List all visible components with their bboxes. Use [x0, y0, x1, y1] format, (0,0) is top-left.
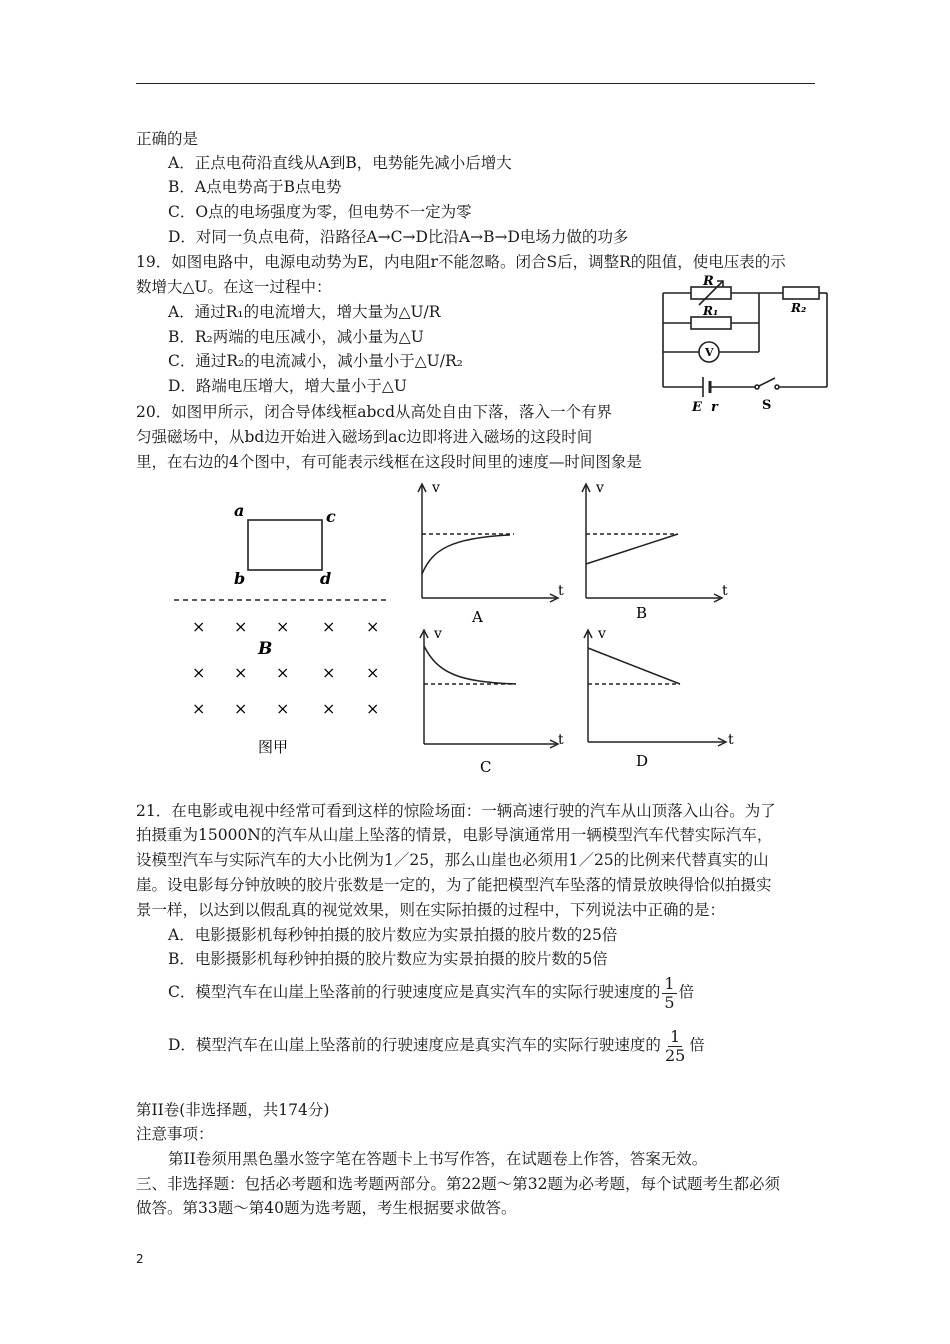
corner-a: a: [234, 501, 245, 520]
circuit-label-v: V: [705, 346, 714, 359]
field-cross-mark: ×: [276, 699, 290, 718]
q20-stem-line2: 匀强磁场中，从bd边开始进入磁场到ac边即将进入磁场的这段时间: [136, 428, 593, 446]
q19-stem-line2: 数增大△U。在这一过程中：: [136, 278, 332, 296]
q19-option-c: C．通过R₂的电流减小，减小量小于△U/R₂: [168, 352, 463, 370]
q19-option-a: A．通过R₁的电流增大，增大量为△U/R: [168, 303, 441, 321]
q18-option-c: C．O点的电场强度为零，但电势不一定为零: [168, 203, 472, 221]
q21-stem-line1: 21．在电影或电视中经常可看到这样的惊险场面：一辆高速行驶的汽车从山顶落入山谷。为了: [136, 802, 776, 820]
q20-stem-line3: 里，在右边的4个图中，有可能表示线框在这段时间里的速度—时间图象是: [136, 453, 642, 471]
graph-c-axis-t: t: [558, 732, 564, 748]
header-rule: [136, 83, 815, 84]
circuit-label-r1: R₁: [703, 304, 719, 318]
fraction-denominator: 25: [664, 1045, 686, 1065]
circuit-label-r-internal: r: [711, 400, 718, 415]
vt-graph-d: [574, 624, 744, 774]
circuit-label-s: S: [762, 398, 772, 413]
q19-stem-line1: 19．如图电路中，电源电动势为E，内电阻r不能忽略。闭合S后，调整R的阻值，使电压表的示: [136, 253, 786, 271]
q21-option-d: [168, 1025, 705, 1065]
circuit-label-r2: R₂: [791, 301, 807, 315]
fraction-numerator: 1: [670, 1026, 681, 1046]
field-cross-mark: ×: [192, 699, 206, 718]
notice-text: 第II卷须用黑色墨水签字笔在答题卡上书写作答，在试题卷上作答，答案无效。: [168, 1150, 708, 1168]
field-label-b: B: [258, 639, 273, 659]
q21-option-c: [168, 972, 694, 1012]
q19-option-d: D．路端电压增大，增大量小于△U: [168, 377, 407, 395]
q21-stem-line3: 设模型汽车与实际汽车的大小比例为1／25，那么山崖也必须用1／25的比例来代替真实的山: [136, 851, 769, 869]
field-cross-mark: ×: [322, 617, 336, 636]
corner-c: c: [326, 507, 336, 526]
part2-title: 第II卷(非选择题，共174分): [136, 1101, 330, 1119]
graph-a-axis-v: v: [432, 480, 440, 496]
q18-option-a: A．正点电荷沿直线从A到B，电势能先减小后增大: [168, 154, 512, 172]
vt-graph-a: [410, 478, 570, 628]
q21-stem-line2: 拍摄重为15000N的汽车从山崖上坠落的情景，电影导演通常用一辆模型汽车代替实际汽车，: [136, 826, 773, 844]
graph-d-label: D: [636, 752, 649, 770]
graph-b-axis-v: v: [596, 480, 604, 496]
q21-stem-line4: 崖。设电影每分钟放映的胶片张数是一定的，为了能把模型汽车坠落的情景放映得恰似拍摄实: [136, 876, 772, 894]
fraction-denominator: 5: [664, 992, 675, 1012]
field-cross-mark: ×: [322, 699, 336, 718]
field-cross-mark: ×: [192, 663, 206, 682]
field-cross-mark: ×: [322, 663, 336, 682]
graph-a-label: A: [472, 608, 483, 626]
corner-b: b: [234, 569, 246, 588]
field-cross-mark: ×: [234, 699, 248, 718]
field-cross-mark: ×: [234, 663, 248, 682]
section3-line1: 三、非选择题：包括必考题和选考题两部分。第22题～第32题为必考题，每个试题考生都必须: [136, 1175, 780, 1193]
graph-a-axis-t: t: [558, 583, 564, 599]
field-cross-mark: ×: [366, 699, 380, 718]
fraction-numerator: 1: [664, 973, 675, 993]
q21-option-b: B．电影摄影机每秒钟拍摄的胶片数应为实景拍摄的胶片数的5倍: [168, 950, 608, 968]
q20-stem-line1: 20．如图甲所示，闭合导体线框abcd从高处自由下落，落入一个有界: [136, 403, 612, 421]
q20-figure-jia: [160, 490, 400, 770]
field-cross-mark: ×: [192, 617, 206, 636]
fraction-one-twentyfifth: [663, 1028, 687, 1065]
q19-circuit-diagram: [655, 275, 835, 417]
graph-d-axis-v: v: [598, 626, 606, 642]
section3-line2: 做答。第33题～第40题为选考题，考生根据要求做答。: [136, 1199, 517, 1217]
field-cross-mark: ×: [366, 617, 380, 636]
graph-d-axis-t: t: [728, 732, 734, 748]
fraction-one-fifth: [662, 975, 676, 1012]
circuit-label-r: R: [703, 275, 714, 289]
page-number: 2: [136, 1252, 144, 1266]
q21-option-d-text: D．模型汽车在山崖上坠落前的行驶速度应是真实汽车的实际行驶速度的: [168, 1036, 661, 1054]
notice-label: 注意事项：: [136, 1125, 214, 1143]
corner-d: d: [320, 569, 332, 588]
field-cross-mark: ×: [366, 663, 380, 682]
vt-graph-c: [410, 624, 570, 776]
circuit-label-e: E: [692, 400, 702, 415]
q18-option-b: B．A点电势高于B点电势: [168, 178, 342, 196]
field-cross-mark: ×: [234, 617, 248, 636]
vt-graph-b: [574, 478, 734, 628]
q21-option-d-suffix: 倍: [689, 1036, 705, 1054]
graph-b-axis-t: t: [722, 583, 728, 599]
figure-caption: 图甲: [258, 738, 289, 756]
q21-stem-line5: 景一样，以达到以假乱真的视觉效果，则在实际拍摄的过程中，下列说法中正确的是：: [136, 901, 726, 919]
graph-c-label: C: [480, 758, 492, 776]
graph-c-axis-v: v: [434, 626, 442, 642]
field-cross-mark: ×: [276, 617, 290, 636]
wire-frame: [248, 520, 322, 570]
q21-option-c-text: C．模型汽车在山崖上坠落前的行驶速度应是真实汽车的实际行驶速度的: [168, 983, 661, 1001]
q18-option-d: D．对同一负点电荷，沿路径A→C→D比沿A→B→D电场力做的功多: [168, 228, 629, 246]
q21-option-c-suffix: 倍: [678, 983, 695, 1001]
graph-b-label: B: [636, 604, 648, 622]
q18-tail: 正确的是: [136, 130, 199, 148]
q21-option-a: A．电影摄影机每秒钟拍摄的胶片数应为实景拍摄的胶片数的25倍: [168, 926, 618, 944]
q19-option-b: B．R₂两端的电压减小，减小量为△U: [168, 328, 424, 346]
field-cross-mark: ×: [276, 663, 290, 682]
